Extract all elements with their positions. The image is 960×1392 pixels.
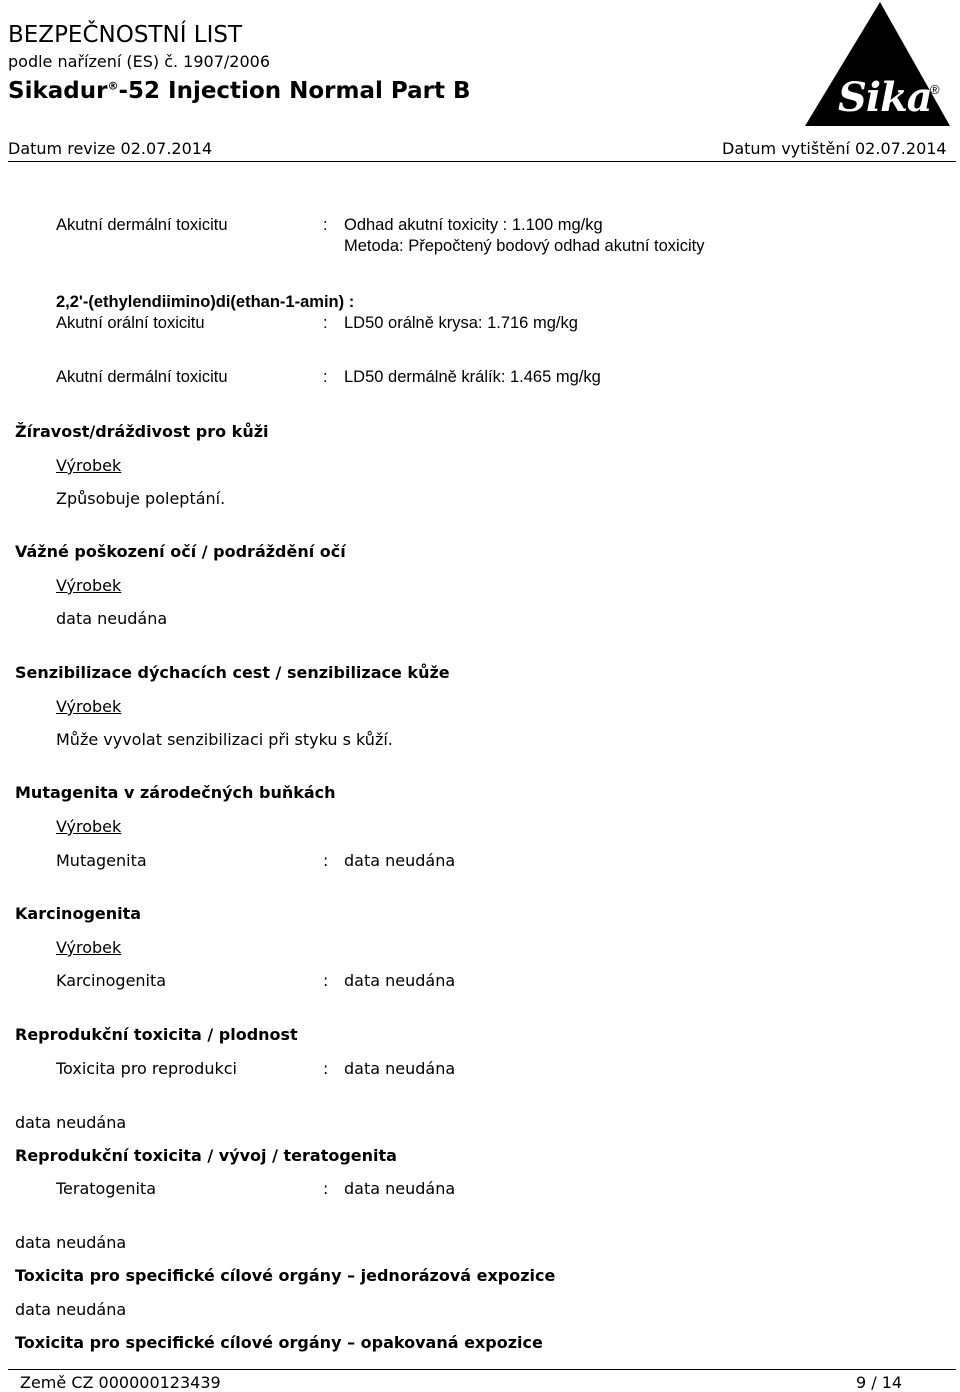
sensitization-heading: Senzibilizace dýchacích cest / senzibilizace kůže	[15, 663, 450, 682]
product-name-suffix: -52 Injection Normal Part B	[118, 78, 471, 104]
skin-corrosion-text: Způsobuje poleptání.	[56, 489, 226, 508]
stot-single-note: data neudána	[15, 1300, 127, 1319]
mutagenicity-label: Mutagenita	[56, 851, 147, 870]
mutagenicity-heading: Mutagenita v zárodečných buňkách	[15, 783, 336, 802]
footer-divider	[8, 1369, 956, 1370]
teratogenicity-value: data neudána	[344, 1179, 456, 1198]
eye-damage-text: data neudána	[56, 609, 168, 628]
eye-product-label: Výrobek	[56, 576, 122, 595]
carcinogenicity-value: data neudána	[344, 971, 456, 990]
regulation-reference: podle nařízení (ES) č. 1907/2006	[8, 52, 270, 71]
reproductive-toxicity-value: data neudána	[344, 1059, 456, 1078]
mutagenicity-colon: :	[323, 851, 329, 870]
product-name-base: Sikadur	[8, 78, 108, 104]
stot-single-heading: Toxicita pro specifické cílové orgány – jednorázová expozice	[15, 1266, 556, 1285]
substance-name: 2,2'-(ethylendiimino)di(ethan-1-amin) :	[56, 293, 355, 311]
mutagenicity-product-label: Výrobek	[56, 817, 122, 836]
dermal-toxicity-colon: :	[323, 216, 328, 234]
product-name	[8, 78, 471, 104]
sika-logo-text: Sika	[838, 74, 932, 121]
reproductive-toxicity-colon: :	[323, 1059, 329, 1078]
dermal-toxicity-estimate: Odhad akutní toxicity : 1.100 mg/kg	[344, 216, 603, 234]
carcinogenicity-colon: :	[323, 971, 329, 990]
eye-damage-heading: Vážné poškození očí / podráždění očí	[15, 542, 346, 561]
footer-country-code: Země CZ 000000123439	[20, 1373, 221, 1392]
dermal-toxicity-method: Metoda: Přepočtený bodový odhad akutní toxicity	[344, 237, 705, 255]
teratogenicity-label: Teratogenita	[56, 1179, 157, 1198]
oral-toxicity-colon: :	[323, 314, 328, 332]
reproductive-toxicity-note: data neudána	[15, 1113, 127, 1132]
sika-logo-mark: ®	[930, 82, 940, 97]
reproductive-toxicity-heading: Reprodukční toxicita / plodnost	[15, 1025, 298, 1044]
teratogenicity-heading: Reprodukční toxicita / vývoj / teratogenita	[15, 1146, 397, 1165]
skin-product-label: Výrobek	[56, 456, 122, 475]
print-date: Datum vytištění 02.07.2014	[722, 139, 947, 158]
header-divider	[8, 161, 956, 162]
teratogenicity-colon: :	[323, 1179, 329, 1198]
carcinogenicity-product-label: Výrobek	[56, 938, 122, 957]
dermal-toxicity-colon-2: :	[323, 368, 328, 386]
registered-mark: ®	[107, 79, 119, 93]
dermal-toxicity-label: Akutní dermální toxicitu	[56, 216, 228, 234]
teratogenicity-note: data neudána	[15, 1233, 127, 1252]
carcinogenicity-label: Karcinogenita	[56, 971, 167, 990]
dermal-toxicity-label-2: Akutní dermální toxicitu	[56, 368, 228, 386]
oral-toxicity-label: Akutní orální toxicitu	[56, 314, 205, 332]
skin-corrosion-heading: Žíravost/dráždivost pro kůži	[15, 422, 269, 441]
sensitization-product-label: Výrobek	[56, 697, 122, 716]
carcinogenicity-heading: Karcinogenita	[15, 904, 142, 923]
oral-toxicity-value: LD50 orálně krysa: 1.716 mg/kg	[344, 314, 578, 332]
sika-logo	[802, 0, 952, 130]
sensitization-text: Může vyvolat senzibilizaci při styku s kůží.	[56, 730, 393, 749]
reproductive-toxicity-label: Toxicita pro reprodukci	[56, 1059, 237, 1078]
stot-repeat-heading: Toxicita pro specifické cílové orgány – opakovaná expozice	[15, 1333, 543, 1352]
document-title: BEZPEČNOSTNÍ LIST	[8, 22, 243, 48]
dermal-toxicity-value-2: LD50 dermálně králík: 1.465 mg/kg	[344, 368, 601, 386]
mutagenicity-value: data neudána	[344, 851, 456, 870]
footer-page-number: 9 / 14	[856, 1373, 903, 1392]
revision-date: Datum revize 02.07.2014	[8, 139, 213, 158]
